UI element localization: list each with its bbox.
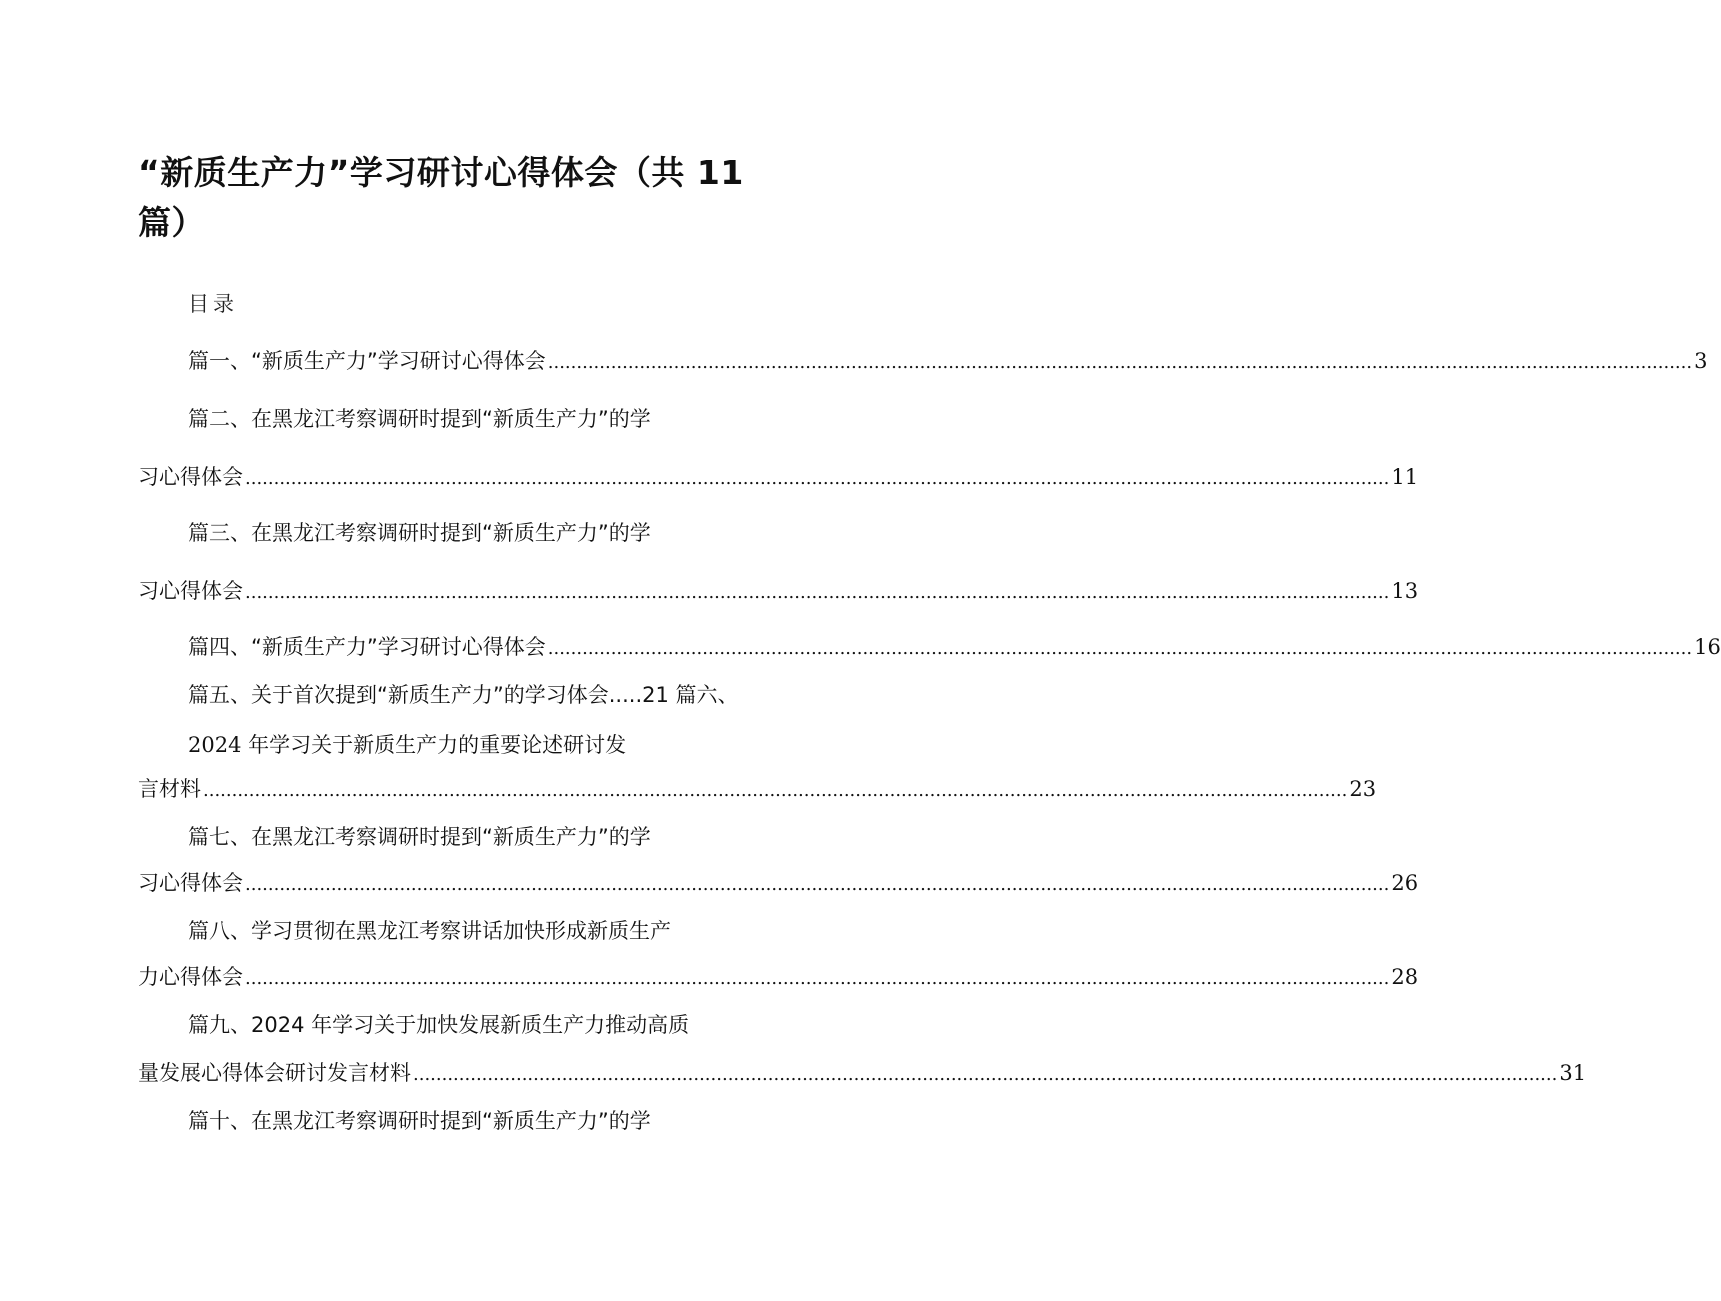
toc-entry-title: 篇二、在黑龙江考察调研时提到“新质生产力”的学 — [188, 407, 651, 431]
toc-entry[interactable] — [188, 820, 748, 854]
toc-entry-title: 篇三、在黑龙江考察调研时提到“新质生产力”的学 — [188, 521, 651, 545]
toc-entry-title: 2024 年学习关于新质生产力的重要论述研讨发 — [188, 733, 627, 757]
toc-entry-title: 篇八、学习贯彻在黑龙江考察讲话加快形成新质生产 — [188, 919, 671, 943]
toc-entry-continuation[interactable] — [138, 866, 1419, 900]
toc-entry-continuation[interactable] — [138, 574, 1419, 608]
toc-entry-continuation[interactable] — [138, 460, 1419, 494]
toc-entry-title: 言材料 — [138, 777, 201, 801]
toc-page-number: 16 — [1694, 635, 1721, 659]
toc-entry-title: 篇九、2024 年学习关于加快发展新质生产力推动高质 — [188, 1013, 690, 1037]
toc-page-number: 13 — [1391, 579, 1419, 603]
toc-page-number: 31 — [1559, 1061, 1587, 1085]
toc-page-number: 11 — [1391, 465, 1419, 489]
toc-entry[interactable] — [188, 728, 748, 762]
toc-page-number: 23 — [1349, 777, 1377, 801]
toc-dot-leader: ........................................................................................................................................................................................................ — [245, 582, 1390, 603]
toc-entry-continuation[interactable] — [138, 960, 1419, 994]
toc-dot-leader: ........................................................................................................................................................................................................ — [203, 780, 1348, 801]
toc-entry-continuation[interactable] — [138, 772, 1377, 806]
toc-entry[interactable] — [188, 402, 748, 436]
toc-entry[interactable] — [188, 344, 1708, 378]
toc-entry-title: 篇七、在黑龙江考察调研时提到“新质生产力”的学 — [188, 825, 651, 849]
document-title: “新质生产力”学习研讨心得体会（共 11 篇） — [138, 153, 744, 242]
toc-entry-title: 篇四、“新质生产力”学习研讨心得体会 — [188, 635, 546, 659]
toc-page-number: 3 — [1694, 349, 1708, 373]
toc-entry-title: 习心得体会 — [138, 465, 243, 489]
toc-entry[interactable] — [188, 914, 748, 948]
toc-entry[interactable] — [188, 630, 1721, 664]
toc-entry-continuation[interactable] — [138, 1056, 1587, 1090]
toc-entry-title: 篇一、“新质生产力”学习研讨心得体会 — [188, 349, 546, 373]
toc-heading: 目录 — [188, 292, 238, 316]
toc-entry-title: 习心得体会 — [138, 579, 243, 603]
toc-dot-leader: ........................................................................................................................................................................................................ — [413, 1064, 1558, 1085]
toc-entry[interactable] — [188, 516, 748, 550]
toc-entry[interactable] — [188, 678, 808, 712]
toc-dot-leader: ........................................................................................................................................................................................................ — [547, 638, 1693, 659]
toc-dot-leader: ........................................................................................................................................................................................................ — [245, 874, 1390, 895]
toc-page-number: 26 — [1391, 871, 1419, 895]
toc-entry[interactable] — [188, 1008, 748, 1042]
toc-entry-title: 篇五、关于首次提到“新质生产力”的学习体会.....21 篇六、 — [188, 683, 739, 707]
toc-dot-leader: ........................................................................................................................................................................................................ — [245, 468, 1390, 489]
toc-entry-title: 习心得体会 — [138, 871, 243, 895]
toc-entry-title: 篇十、在黑龙江考察调研时提到“新质生产力”的学 — [188, 1109, 651, 1133]
toc-page-number: 28 — [1391, 965, 1419, 989]
toc-entry-title: 力心得体会 — [138, 965, 243, 989]
toc-dot-leader: ........................................................................................................................................................................................................ — [547, 352, 1693, 373]
toc-dot-leader: ........................................................................................................................................................................................................ — [245, 968, 1390, 989]
toc-entry[interactable] — [188, 1104, 748, 1138]
toc-entry-title: 量发展心得体会研讨发言材料 — [138, 1061, 411, 1085]
